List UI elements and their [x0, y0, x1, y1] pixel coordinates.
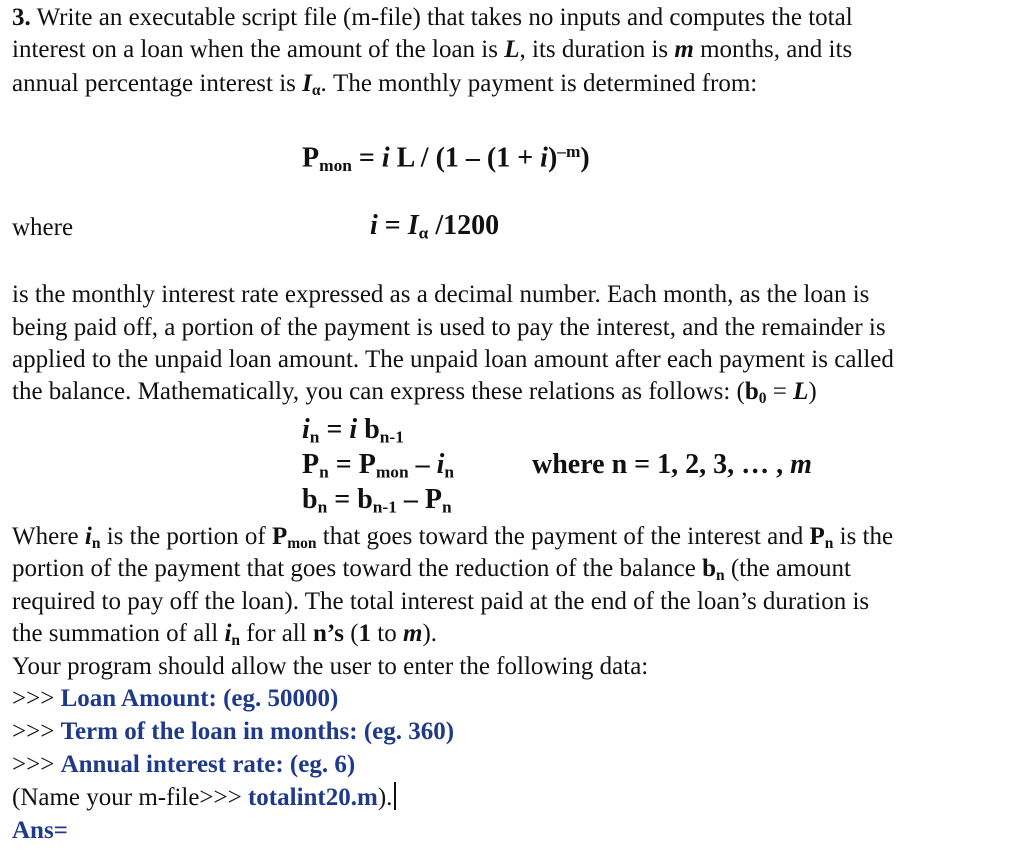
formula-i: $i = I_\alpha$ /1200 — [370, 210, 500, 243]
para3-line-2: portion of the payment that goes toward the reduction of the balance $b_n$ (the amount — [12, 555, 851, 584]
mfile-name-line: (Name your m-file>>> totalint20.m). — [12, 782, 396, 814]
relation-range: where n = 1, 2, 3, … , m — [532, 449, 812, 480]
prompt-chevrons: >>> — [12, 751, 61, 778]
input-loan-amount: >>> Loan Amount: (eg. 50000) — [12, 685, 339, 712]
answer-label: Ans= — [12, 817, 68, 844]
para3-line-3: required to pay off the loan). The total interest paid at the end of the loan’s duration is — [12, 588, 870, 615]
input-interest-rate: >>> Annual interest rate: (eg. 6) — [12, 751, 356, 778]
program-intro: Your program should allow the user to enter the following data: — [12, 653, 649, 680]
problem-number: 3. — [12, 4, 31, 31]
para2-line-1: is the monthly interest rate expressed as a decimal number. Each month, as the loan is — [12, 281, 870, 308]
relation-interest: $i_n = i$ $b_{n-1}$ — [302, 414, 404, 447]
para2-line-3: applied to the unpaid loan amount. The unpaid loan amount after each payment is called — [12, 346, 894, 373]
para2-line-2: being paid off, a portion of the payment is used to pay the interest, and the remainder is — [12, 314, 886, 341]
prompt-chevrons: >>> — [12, 685, 61, 712]
relation-balance: $b_n = b_{n-1} - P_n$ — [302, 484, 452, 517]
input-term-months: >>> Term of the loan in months: (eg. 360) — [12, 718, 455, 745]
para2-line-4: the balance. Mathematically, you can express these relations as follows: $(b_0 = L)$ — [12, 378, 817, 407]
problem-line-1 — [12, 2, 853, 34]
mfile-name: totalint20.m — [247, 784, 378, 811]
formula-pmon: $P_{mon} = i$ $L / (1 - (1 + i)^{-m})$ — [302, 142, 590, 175]
problem-line-2: interest on a loan when the amount of the loan is L, its duration is m months, and its — [12, 36, 853, 63]
relation-principal: $P_n = P_{mon} - i_n$ — [302, 449, 455, 482]
text-cursor — [394, 782, 396, 810]
where-label: where — [12, 214, 74, 241]
problem-intro-1: Write an executable script file (m-file) that takes no inputs and computes the total — [36, 4, 853, 31]
para3-line-4: the summation of all $i_n$ for all n’s (1 to m). — [12, 620, 438, 649]
para3-line-1: Where $i_n$ is the portion of $P_{mon}$ that goes toward the payment of the interest and $P_n$ is the — [12, 523, 894, 552]
problem-line-3: annual percentage interest is $I_\alpha$. The monthly payment is determined from: — [12, 70, 758, 99]
prompt-chevrons: >>> — [12, 718, 61, 745]
